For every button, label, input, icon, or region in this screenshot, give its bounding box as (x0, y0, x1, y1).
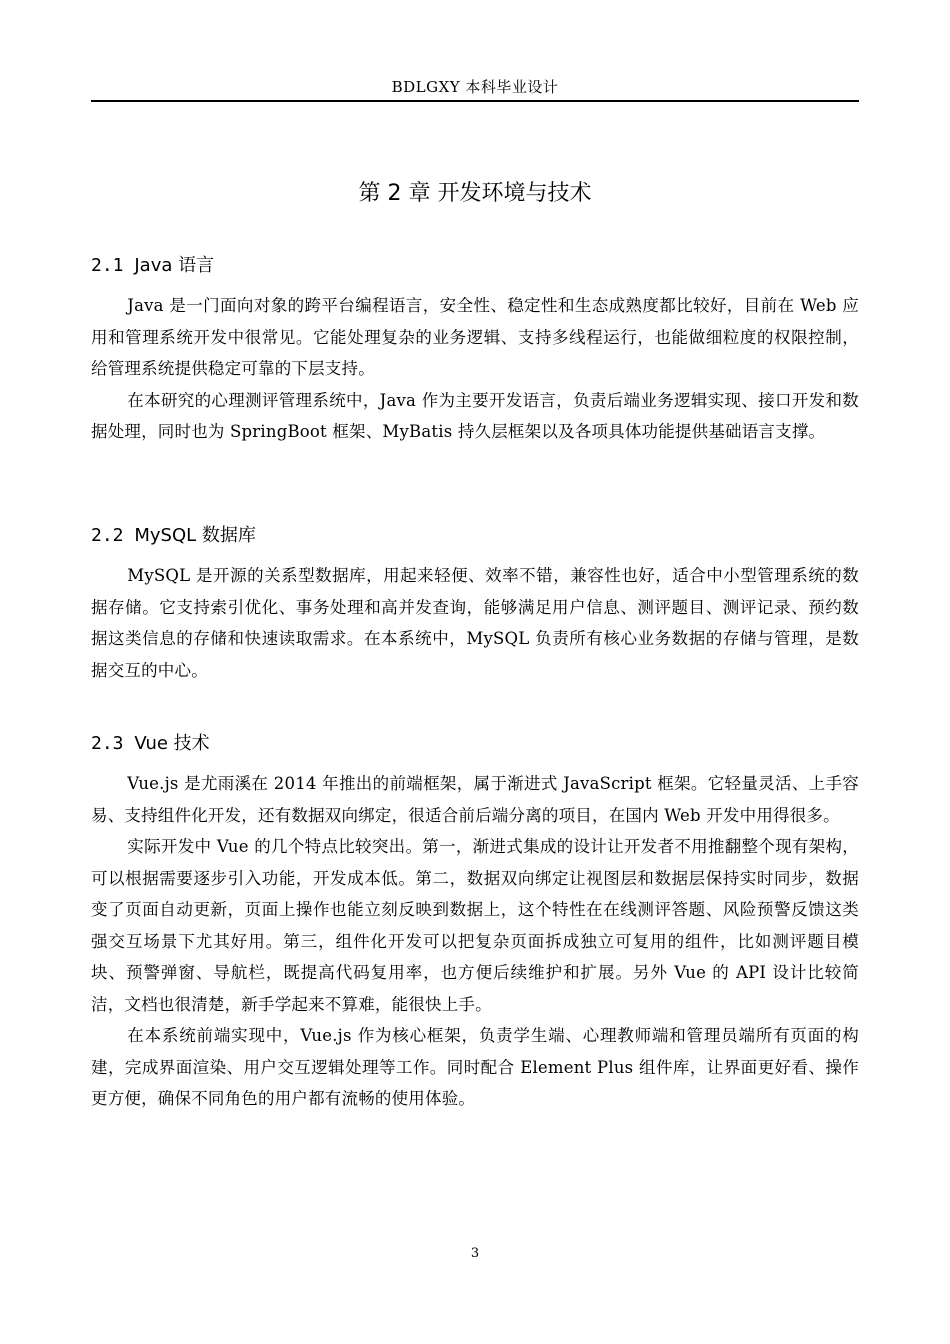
section-heading (91, 522, 859, 550)
section-title: MySQL 数据库 (134, 525, 256, 546)
paragraph: 在本系统前端实现中，Vue.js 作为核心框架，负责学生端、心理教师端和管理员端所有页面的构建，完成界面渲染、用户交互逻辑处理等工作。同时配合 Element Plus 组件库，让界面更好看、操作更方便，确保不同角色的用户都有流畅的使用体验。 (91, 1026, 859, 1108)
paragraph: MySQL 是开源的关系型数据库，用起来轻便、效率不错，兼容性也好，适合中小型管理系统的数据存储。它支持索引优化、事务处理和高并发查询，能够满足用户信息、测评题目、测评记录、预约数据这类信息的存储和快速读取需求。在本系统中，MySQL 负责所有核心业务数据的存储与管理，是数据交互的中心。 (91, 566, 859, 680)
paragraph: 在本研究的心理测评管理系统中，Java 作为主要开发语言，负责后端业务逻辑实现、接口开发和数据处理，同时也为 SpringBoot 框架、MyBatis 持久层框架以及各项具体功能提供基础语言支撑。 (91, 390, 859, 441)
page-number: 3 (470, 1246, 480, 1261)
section-2-2 (91, 522, 859, 686)
section-heading (91, 730, 859, 758)
chapter-title: 第 2 章 开发环境与技术 (358, 181, 592, 206)
section-number: 2.2 (91, 525, 124, 546)
paragraph: Java 是一门面向对象的跨平台编程语言，安全性、稳定性和生态成熟度都比较好，目前在 Web 应用和管理系统开发中很常见。它能处理复杂的业务逻辑、支持多线程运行，也能做细粒度的权限控制，给管理系统提供稳定可靠的下层支持。 (91, 296, 859, 378)
section-number: 2.3 (91, 733, 124, 754)
paragraph: 实际开发中 Vue 的几个特点比较突出。第一，渐进式集成的设计让开发者不用推翻整个现有架构，可以根据需要逐步引入功能，开发成本低。第二，数据双向绑定让视图层和数据层保持实时同步，数据变了页面自动更新，页面上操作也能立刻反映到数据上，这个特性在在线测评答题、风险预警反馈这类强交互场景下尤其好用。第三，组件化开发可以把复杂页面拆成独立可复用的组件，比如测评题目模块、预警弹窗、导航栏，既提高代码复用率，也方便后续维护和扩展。另外 Vue 的 API 设计比较简洁，文档也很清楚，新手学起来不算难，能很快上手。 (91, 837, 859, 1014)
paragraph: Vue.js 是尤雨溪在 2014 年推出的前端框架，属于渐进式 JavaScript 框架。它轻量灵活、上手容易、支持组件化开发，还有数据双向绑定，很适合前后端分离的项目，在国内 Web 开发中用得很多。 (91, 774, 859, 825)
section-title: Java 语言 (134, 255, 215, 276)
section-number: 2.1 (91, 255, 124, 276)
section-heading (91, 252, 859, 280)
section-2-3 (91, 730, 859, 1115)
section-2-1 (91, 252, 859, 448)
section-title: Vue 技术 (134, 733, 210, 754)
page-header: BDLGXY 本科毕业设计 (391, 78, 559, 96)
header-divider (91, 100, 859, 102)
